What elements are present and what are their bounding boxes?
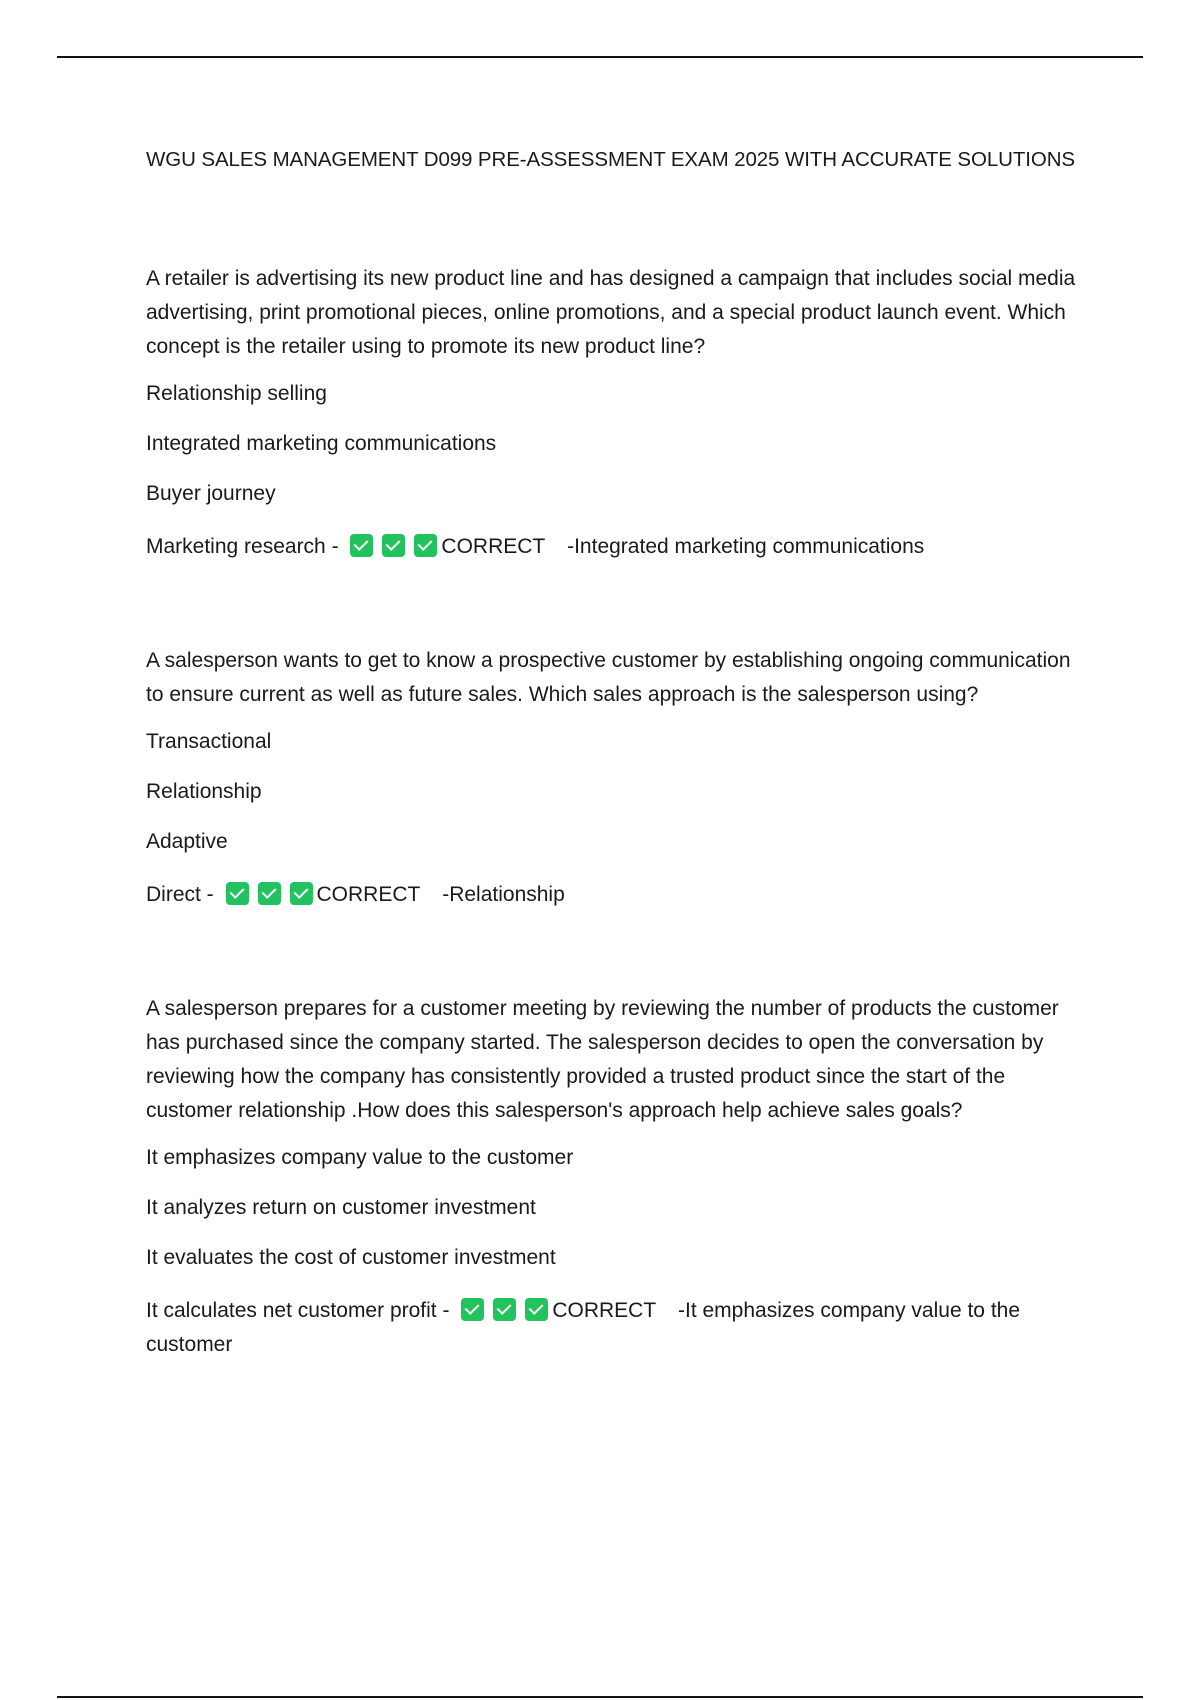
check-icon [226, 882, 249, 905]
check-icon [461, 1298, 484, 1321]
answer-line [146, 1294, 1086, 1362]
answer-option: It analyzes return on customer investment [146, 1196, 536, 1219]
answer-option: It evaluates the cost of customer investment [146, 1246, 556, 1269]
document-body [146, 146, 1086, 1362]
question-block [146, 992, 1086, 1362]
check-icon [525, 1298, 548, 1321]
answer-option: Direct - [146, 883, 214, 906]
top-rule [57, 56, 1143, 58]
answer-option: Transactional [146, 730, 272, 753]
answer-option: It emphasizes company value to the customer [146, 1146, 574, 1169]
answer-option: Relationship [146, 780, 262, 803]
answer-option: Marketing research - [146, 535, 339, 558]
check-icon [493, 1298, 516, 1321]
answer-option: Buyer journey [146, 482, 276, 505]
question-block [146, 262, 1086, 564]
answer-line [146, 530, 1086, 564]
answer-option: Relationship selling [146, 382, 327, 405]
check-icon [290, 882, 313, 905]
document-title: WGU SALES MANAGEMENT D099 PRE-ASSESSMENT EXAM 2025 WITH ACCURATE SOLUTIONS [146, 148, 1075, 171]
check-marks [350, 535, 441, 558]
check-icon [258, 882, 281, 905]
question-text: A salesperson wants to get to know a prospective customer by establishing ongoing communication to ensure current as well as future sales. Which sales approach is the salesperson using? [146, 649, 1071, 706]
correct-answer: -Integrated marketing communications [567, 535, 925, 558]
bottom-rule [57, 1696, 1143, 1698]
question-text: A salesperson prepares for a customer meeting by reviewing the number of products the customer has purchased since the company started. The salesperson decides to open the conversation by reviewing how the company has consistently provided a trusted product since the start of the customer relationship .How does this salesperson's approach help achieve sales goals? [146, 997, 1059, 1122]
correct-label: CORRECT [552, 1299, 657, 1322]
check-marks [461, 1299, 552, 1322]
check-icon [382, 534, 405, 557]
correct-label: CORRECT [316, 883, 421, 906]
correct-answer: -Relationship [442, 883, 565, 906]
answer-option: Integrated marketing communications [146, 432, 497, 455]
correct-answer: -It emphasizes company value to the customer [146, 1299, 1021, 1356]
answer-line [146, 878, 1086, 912]
correct-label: CORRECT [441, 535, 546, 558]
check-icon [414, 534, 437, 557]
question-text: A retailer is advertising its new product line and has designed a campaign that includes social media advertising, print promotional pieces, online promotions, and a special product launch event. Which concept is the retailer using to promote its new product line? [146, 267, 1076, 358]
check-icon [350, 534, 373, 557]
check-marks [226, 883, 317, 906]
answer-option: It calculates net customer profit - [146, 1299, 450, 1322]
question-block [146, 644, 1086, 912]
answer-option: Adaptive [146, 830, 228, 853]
